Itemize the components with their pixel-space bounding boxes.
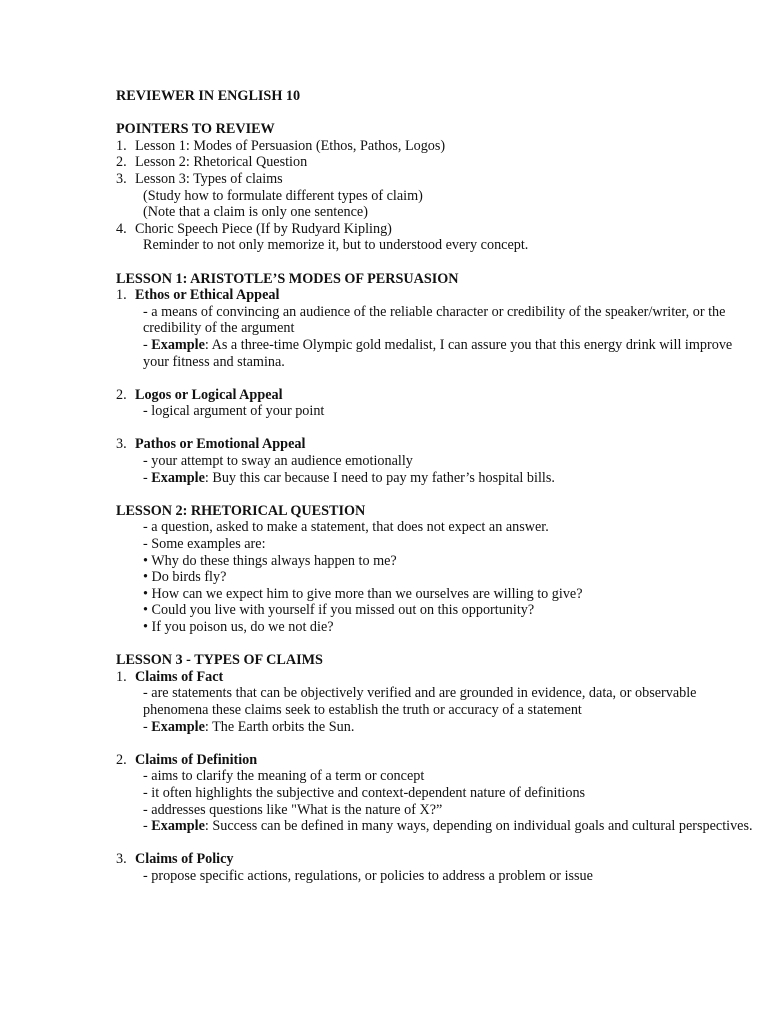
example-prefix: - <box>143 336 152 353</box>
fact-title: Claims of Fact <box>135 668 224 685</box>
lesson1-heading: LESSON 1: ARISTOTLE’S MODES OF PERSUASION <box>116 270 459 287</box>
document-title: REVIEWER IN ENGLISH 10 <box>116 88 301 104</box>
lesson3-section <box>116 652 756 884</box>
pointers-heading: POINTERS TO REVIEW <box>116 121 275 138</box>
document-body <box>116 88 756 885</box>
pointer-item <box>116 221 756 238</box>
pointer-text: Lesson 3: Types of claims <box>135 170 283 187</box>
pointer-text: Lesson 1: Modes of Persuasion (Ethos, Pathos, Logos) <box>135 137 446 154</box>
policy-definition: - propose specific actions, regulations, or policies to address a problem or issue <box>143 867 593 884</box>
ethos-number: 1. <box>116 287 127 304</box>
example-text: : The Earth orbits the Sun. <box>204 718 355 735</box>
pointer-text: Lesson 2: Rhetorical Question <box>135 154 308 171</box>
example-label: Example <box>151 818 205 835</box>
definition-line: - aims to clarify the meaning of a term or concept <box>143 768 425 785</box>
pointer-note: (Note that a claim is only one sentence) <box>143 204 368 221</box>
fact-number: 1. <box>116 668 127 685</box>
lesson2-heading: LESSON 2: RHETORICAL QUESTION <box>116 502 366 519</box>
rhetorical-example: • Why do these things always happen to me? <box>143 552 397 569</box>
example-prefix: - <box>143 818 152 835</box>
pointer-text: Choric Speech Piece (If by Rudyard Kipling) <box>135 220 392 237</box>
definition-title: Claims of Definition <box>135 751 258 768</box>
pointer-item <box>116 171 756 188</box>
pathos-number: 3. <box>116 436 127 453</box>
example-text: : Success can be defined in many ways, depending on individual goals and cultural perspectives. <box>204 818 753 835</box>
pointer-item <box>116 154 756 171</box>
rhetorical-example: • How can we expect him to give more than we ourselves are willing to give? <box>143 585 583 602</box>
ethos-title: Ethos or Ethical Appeal <box>135 287 280 304</box>
rhetorical-example: • Could you live with yourself if you missed out on this opportunity? <box>143 602 535 619</box>
lesson2-body <box>116 519 756 635</box>
logos-title-row <box>116 387 756 404</box>
pointer-number: 4. <box>116 220 127 237</box>
fact-definition: - are statements that can be objectively verified and are grounded in evidence, data, or observable phenomena these claims seek to establish the truth or accuracy of a statement <box>143 685 697 718</box>
pointer-item <box>116 138 756 155</box>
definition-number: 2. <box>116 751 127 768</box>
example-text: : As a three-time Olympic gold medalist, I can assure you that this energy drink will improve your fitness and stamina. <box>143 336 733 370</box>
lesson2-line: - Some examples are: <box>143 536 266 553</box>
ethos-body <box>116 304 756 370</box>
policy-number: 3. <box>116 851 127 868</box>
logos-body <box>116 403 756 420</box>
fact-title-row <box>116 669 756 686</box>
fact-example <box>143 719 756 736</box>
rhetorical-example: • Do birds fly? <box>143 569 227 586</box>
pointer-number: 1. <box>116 137 127 154</box>
definition-line: - addresses questions like "What is the nature of X?” <box>143 801 443 818</box>
example-label: Example <box>151 718 205 735</box>
lesson3-heading: LESSON 3 - TYPES OF CLAIMS <box>116 652 323 669</box>
pointer-note: Reminder to not only memorize it, but to understood every concept. <box>143 237 529 254</box>
lesson1-section <box>116 271 756 487</box>
policy-body <box>116 868 756 885</box>
pathos-example <box>143 470 756 487</box>
definition-body <box>116 768 756 834</box>
ethos-title-row <box>116 287 756 304</box>
example-label: Example <box>151 336 205 353</box>
example-text: : Buy this car because I need to pay my father’s hospital bills. <box>204 469 555 486</box>
pathos-title: Pathos or Emotional Appeal <box>135 436 306 453</box>
example-prefix: - <box>143 718 152 735</box>
pointer-number: 3. <box>116 170 127 187</box>
pointers-section <box>116 121 756 254</box>
pointer-number: 2. <box>116 154 127 171</box>
pointer-note: (Study how to formulate different types of claim) <box>143 187 423 204</box>
pathos-definition: - your attempt to sway an audience emotionally <box>143 453 413 470</box>
fact-body <box>116 685 756 735</box>
definition-example <box>143 818 756 835</box>
logos-definition: - logical argument of your point <box>143 403 325 420</box>
logos-number: 2. <box>116 386 127 403</box>
definition-title-row <box>116 752 756 769</box>
pointer-notes <box>116 237 756 254</box>
definition-line: - it often highlights the subjective and context-dependent nature of definitions <box>143 784 586 801</box>
policy-title-row <box>116 851 756 868</box>
pointer-notes <box>116 188 756 221</box>
logos-title: Logos or Logical Appeal <box>135 386 283 403</box>
pathos-body <box>116 453 756 486</box>
rhetorical-example: • If you poison us, do we not die? <box>143 619 334 635</box>
example-prefix: - <box>143 469 152 486</box>
lesson2-line: - a question, asked to make a statement, that does not expect an answer. <box>143 519 549 536</box>
ethos-example <box>143 337 756 370</box>
pathos-title-row <box>116 436 756 453</box>
example-label: Example <box>151 469 205 486</box>
policy-title: Claims of Policy <box>135 851 234 868</box>
ethos-definition: - a means of convincing an audience of the reliable character or credibility of the speaker/writer, or the credibility of the argument <box>143 303 726 337</box>
lesson2-section <box>116 503 756 636</box>
